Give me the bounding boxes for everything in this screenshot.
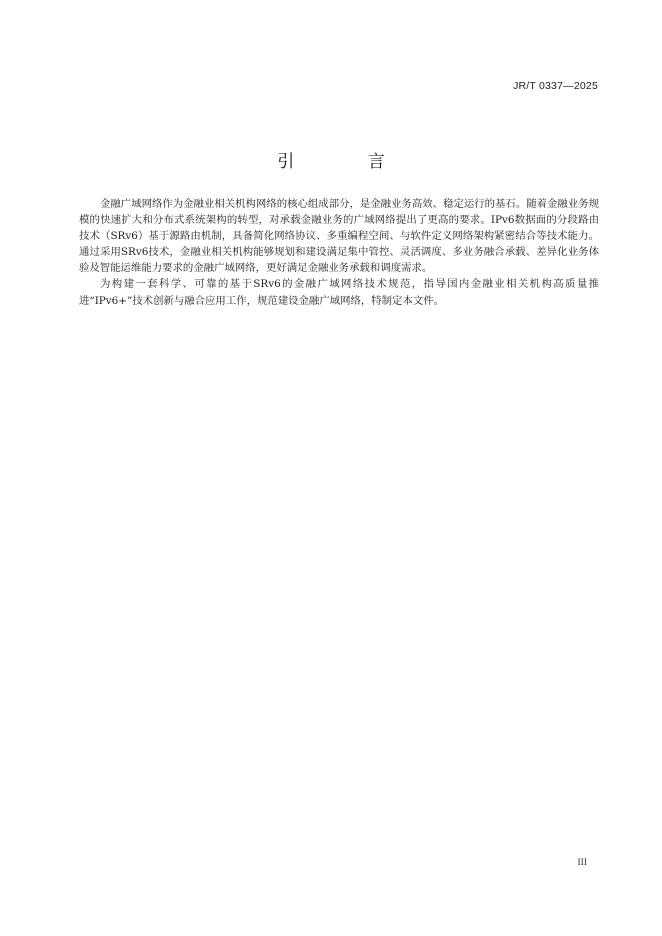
paragraph: 为构建一套科学、可靠的基于SRv6的金融广域网络技术规范，指导国内金融业相关机构高质量推进“IPv6+”技术创新与融合应用工作，规范建设金融广域网络，特制定本文件。: [79, 278, 599, 307]
document-body: [79, 196, 599, 309]
page-number: III: [577, 858, 587, 868]
paragraph: 金融广域网络作为金融业相关机构网络的核心组成部分，是金融业务高效、稳定运行的基石。随着金融业务规模的快速扩大和分布式系统架构的转型，对承载金融业务的广域网络提出了更高的要求。IPv6数据面的分段路由技术（SRv6）基于源路由机制，具备简化网络协议、多重编程空间、与软件定义网络架构紧密结合等技术能力。通过采用SRv6技术，金融业相关机构能够规划和建设满足集中管控、灵活调度、多业务融合承载、差异化业务体验及智能运维能力要求的金融广域网络，更好满足金融业务承载和调度需求。: [79, 198, 599, 275]
page-title: 引 言: [277, 152, 419, 172]
standard-code: JR/T 0337—2025: [513, 80, 598, 92]
